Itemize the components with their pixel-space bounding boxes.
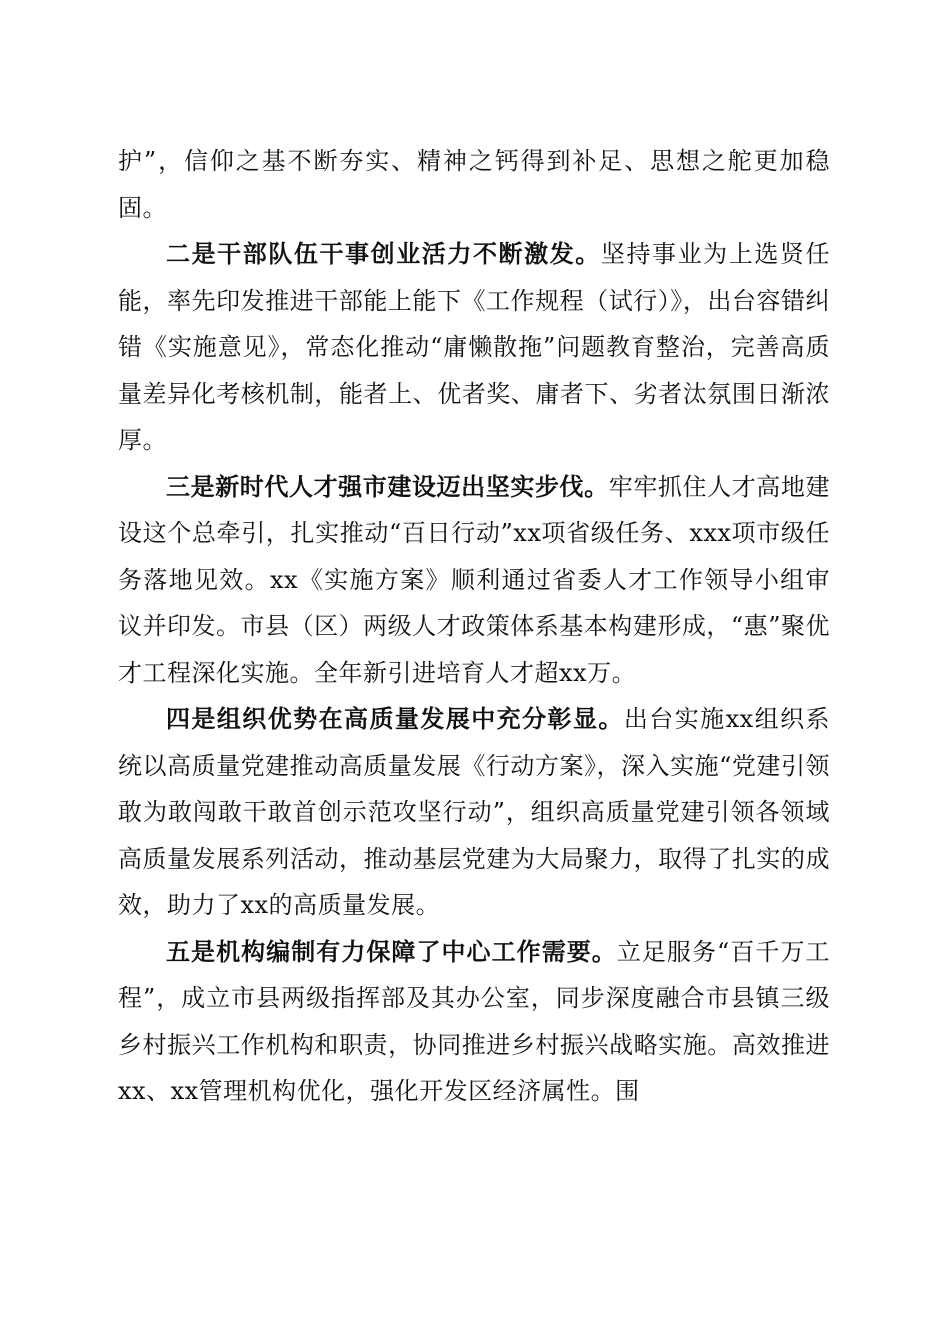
paragraph-heading: 三是新时代人才强市建设迈出坚实步伐。: [166, 471, 609, 501]
paragraph-text: 牢牢抓住人才高地建设这个总牵引，扎实推动“百日行动”xx项省级任务、xxx项市级任务落地见效。xx《实施方案》顺利通过省委人才工作领导小组审议并印发。市县（区）两级人才政策体系基本构建形成，“惠”聚优才工程深化实施。全年新引进培育人才超xx万。: [118, 472, 831, 687]
paragraph-heading: 四是组织优势在高质量发展中充分彰显。: [166, 704, 624, 733]
paragraph-text: 护”，信仰之基不断夯实、精神之钙得到补足、思想之舵更加稳固。: [118, 147, 830, 222]
document-body: [118, 138, 830, 1115]
paragraph-text: 立足服务“百千万工程”，成立市县两级指挥部及其办公室，同步深度融合市县镇三级乡村振兴工作机构和职责，协同推进乡村振兴战略实施。高效推进xx、xx管理机构优化，强化开发区经济属性。围: [118, 937, 830, 1105]
paragraph-cadre-team: [118, 231, 830, 464]
paragraph-continuation: [118, 138, 830, 231]
paragraph-text: 坚持事业为上选贤任能，率先印发推进干部能上能下《工作规程（试行）》，出台容错纠错《实施意见》，常态化推动“庸懒散拖”问题教育整治，完善高质量差异化考核机制，能者上、优者奖、庸者下、劣者汰氛围日渐浓厚。: [118, 240, 830, 454]
paragraph-talent-city: [118, 464, 830, 697]
paragraph-organization-advantage: [118, 696, 830, 929]
paragraph-heading: 五是机构编制有力保障了中心工作需要。: [166, 936, 617, 966]
paragraph-institution-staffing: [118, 929, 830, 1115]
paragraph-heading: 二是干部队伍干事创业活力不断激发。: [166, 239, 601, 268]
paragraph-text: 出台实施xx组织系统以高质量党建推动高质量发展《行动方案》，深入实施“党建引领敢为敢闯敢干敢首创示范攻坚行动”，组织高质量党建引领各领域高质量发展系列活动，推动基层党建为大局聚力，取得了扎实的成效，助力了xx的高质量发展。: [118, 705, 831, 919]
